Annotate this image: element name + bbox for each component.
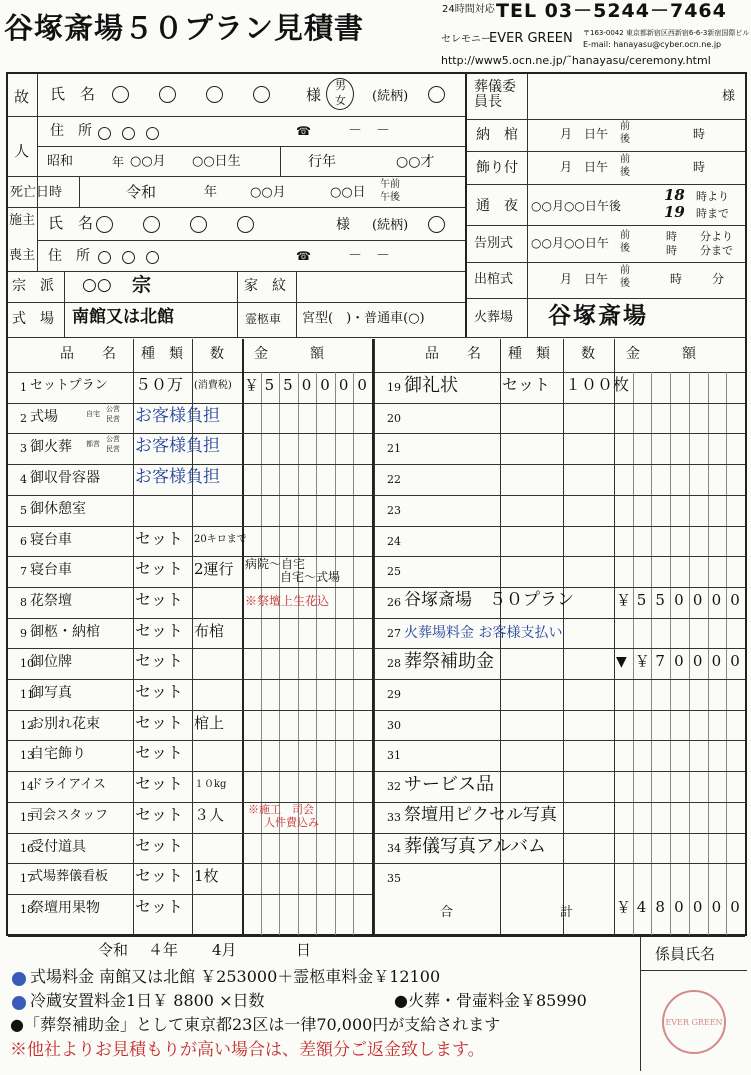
- name-placeholders[interactable]: [112, 84, 270, 103]
- item-amount-yen: ￥: [244, 376, 260, 394]
- birth-day: ○○日生: [192, 154, 241, 169]
- wake-date: ○○月○○日午後: [531, 199, 621, 213]
- item-name: 御柩・納棺: [30, 623, 100, 640]
- departure-time: 時: [670, 272, 683, 286]
- departure-min: 分: [712, 272, 725, 286]
- row-number: 8: [20, 595, 27, 609]
- total-label: 合: [440, 904, 454, 920]
- item-kind: お客様負担: [135, 436, 220, 457]
- header-amount-right: 金 額: [626, 346, 696, 362]
- item-qty: 20キロまで: [194, 533, 247, 545]
- item-kind: セット: [135, 774, 184, 794]
- refund-guarantee-note: ※他社よりお見積もりが高い場合は、差額分ご返金致します。: [10, 1040, 485, 1060]
- row-number: 18: [20, 902, 34, 916]
- death-era: 令和: [126, 183, 157, 201]
- host-name-label: 氏 名: [48, 214, 94, 232]
- item-kind: セット: [135, 682, 184, 701]
- company-email[interactable]: E-mail: hanayasu@cyber.ocn.ne.jp: [583, 40, 722, 49]
- hearse-value[interactable]: 宮型( )・普通車(○): [302, 311, 425, 326]
- religion-prefix: ○○: [82, 275, 112, 295]
- host-label: 施主: [9, 213, 36, 228]
- item-note-red: 人件費込み: [264, 815, 319, 829]
- item-name: 寝台車: [30, 531, 72, 548]
- row-number: 19: [387, 381, 401, 394]
- item-kind: ５０万: [135, 375, 184, 394]
- host-address-placeholders[interactable]: [98, 247, 159, 266]
- item-name: 受付道具: [30, 838, 86, 855]
- item-kind: セット: [135, 804, 184, 824]
- item-note-red: ※施工 司会: [248, 802, 314, 816]
- header-qty-right: 数: [581, 346, 595, 362]
- item-qty: ３人: [194, 805, 225, 824]
- rule: [467, 298, 745, 299]
- row-number: 33: [387, 810, 401, 824]
- venue-value: 南館又は北館: [72, 307, 174, 327]
- host-phone-icon: ☎: [296, 249, 311, 263]
- row-number: 1: [20, 381, 27, 394]
- item-kind: セット: [135, 835, 184, 855]
- rule: [467, 184, 745, 185]
- birth-month: ○○月: [130, 154, 166, 169]
- departure-label: 出棺式: [474, 272, 514, 287]
- company-prefix: セレモニー: [441, 34, 491, 45]
- host-name-placeholders[interactable]: [96, 214, 254, 233]
- era-label: 昭和: [47, 154, 74, 169]
- religion-value: 宗: [132, 274, 152, 296]
- rule: [8, 935, 745, 937]
- coffin-time: 時: [693, 127, 706, 141]
- rule: [237, 271, 238, 337]
- wake-start-suffix: 時より: [696, 190, 729, 203]
- row-number: 9: [20, 626, 27, 640]
- age-value: ○○才: [396, 154, 435, 170]
- row-number: 31: [387, 749, 401, 763]
- item-name: 自宅飾り: [30, 746, 86, 763]
- coffin-label: 納 棺: [476, 127, 518, 143]
- rule: [640, 937, 641, 1071]
- item-name: 谷塚斎場 ５０プラン: [404, 589, 574, 610]
- item-qty: (消費税): [194, 380, 232, 391]
- table-row: [374, 495, 745, 526]
- item-name: 葬儀写真アルバム: [404, 835, 547, 857]
- item-kind: お客様負担: [135, 405, 220, 426]
- rule: [467, 151, 745, 152]
- host-phone-dash: － －: [348, 248, 390, 264]
- item-name: サービス品: [404, 774, 494, 796]
- decoration-label: 飾り付: [476, 160, 518, 176]
- host-relation-label: (続柄): [372, 218, 409, 233]
- item-name: 御収骨容器: [30, 470, 100, 487]
- rule: [8, 116, 465, 117]
- item-kind: セット: [135, 896, 184, 916]
- item-kind: セット: [135, 528, 184, 548]
- item-name: 祭壇用ピクセル写真: [404, 804, 557, 825]
- header-amount-left: 金 額: [254, 346, 324, 362]
- row-number: 14: [20, 780, 34, 794]
- row-number: 11: [20, 688, 34, 701]
- item-amount-digit: 0: [301, 376, 312, 394]
- departure-date: 月 日午: [560, 272, 609, 286]
- coffin-am: 前: [620, 121, 630, 132]
- item-amount-digit: 5: [636, 590, 647, 609]
- item-amount-digit: 0: [711, 652, 722, 671]
- item-name: 式場: [30, 408, 58, 425]
- company-address: 〒163-0042 東京都新宿区西新宿6-6-3新宿国際ビル: [583, 29, 750, 37]
- sama-label: 様: [306, 86, 322, 104]
- cremation-fee-note: ●火葬・骨壷料金￥85990: [394, 991, 587, 1010]
- total-digit: 0: [674, 897, 684, 916]
- birth-year: 年: [112, 155, 125, 169]
- item-kind: セット: [135, 712, 184, 732]
- subsidy-note: ●「葬祭補助金」として東京都23区は一律70,000円が支給されます: [10, 1015, 501, 1034]
- relation-circle[interactable]: [428, 84, 445, 103]
- item-kind: セット: [502, 375, 551, 394]
- gender-male: 男: [335, 79, 346, 92]
- item-qty: １００枚: [565, 375, 630, 394]
- item-amount-digit: 0: [357, 376, 367, 394]
- row-number: 15: [20, 810, 34, 824]
- table-row: [374, 863, 745, 894]
- total-label-2: 計: [560, 904, 574, 920]
- wake-end-suffix: 時まで: [696, 207, 729, 220]
- departure-am: 前: [620, 265, 630, 276]
- row-number: 26: [387, 595, 401, 609]
- item-name: ドライアイス: [30, 777, 106, 793]
- footer-date-era: 令和: [98, 941, 129, 959]
- rule: [79, 176, 80, 207]
- funeral-min1: 分より: [700, 230, 733, 243]
- item-amount-digit: 0: [730, 652, 740, 671]
- header-name-left: 品 名: [60, 346, 116, 362]
- item-name: 式場葬儀看板: [30, 869, 109, 885]
- death-date-label: 死亡日時: [10, 185, 63, 200]
- item-sub: 公営: [106, 435, 120, 444]
- deduction-marker: ▼: [616, 654, 627, 671]
- item-name: お別れ花束: [30, 715, 100, 732]
- phone-number[interactable]: TEL 03－5244－7464: [496, 0, 727, 22]
- table-row: [374, 556, 745, 587]
- host-relation-circle[interactable]: [428, 214, 445, 233]
- company-seal-stamp: EVER GREEN: [662, 990, 726, 1054]
- funeral-label: 告別式: [474, 236, 514, 251]
- rule: [8, 207, 465, 208]
- death-am: 午前: [380, 179, 400, 190]
- header-kind-right: 種 類: [508, 346, 550, 362]
- hours-label: 24時間対応: [442, 4, 495, 15]
- item-amount-digit: 0: [730, 590, 740, 609]
- committee-label: 葬儀委員長: [474, 79, 516, 110]
- total-digit: 0: [711, 897, 722, 916]
- item-qty: 1枚: [194, 867, 219, 886]
- item-kind: お客様負担: [135, 467, 220, 488]
- row-number: 4: [20, 473, 27, 487]
- wake-label: 通 夜: [476, 198, 518, 214]
- decoration-date: 月 日午: [560, 160, 609, 174]
- decoration-pm: 後: [620, 167, 630, 178]
- deceased-label: 故: [14, 88, 30, 106]
- item-name: 御休憩室: [30, 500, 86, 517]
- item-amount-yen: ￥: [634, 652, 650, 671]
- item-qty: 棺上: [194, 713, 225, 732]
- item-kind: セット: [135, 620, 184, 640]
- item-name: 火葬場料金 お客様支払い: [404, 624, 563, 641]
- item-qty: １０kg: [194, 779, 227, 791]
- death-day: ○○日: [330, 185, 366, 200]
- company-name: EVER GREEN: [489, 31, 573, 46]
- item-note: 自宅～式場: [280, 570, 341, 585]
- funeral-min2: 分まで: [700, 244, 733, 257]
- row-number: 23: [387, 503, 401, 517]
- row-number: 27: [387, 626, 401, 640]
- family-crest-label: 家 紋: [244, 278, 286, 294]
- row-number: 12: [20, 718, 34, 732]
- table-row: [374, 433, 745, 464]
- item-amount-digit: 7: [655, 652, 665, 671]
- bullet-icon: [12, 972, 26, 986]
- row-number: 32: [387, 780, 401, 794]
- row-number: 13: [20, 749, 34, 763]
- funeral-date: ○○月○○日午: [531, 236, 609, 250]
- row-number: 6: [20, 534, 27, 548]
- footer-date-day: 日: [296, 941, 312, 959]
- item-qty: 2運行: [194, 560, 234, 579]
- death-month: ○○月: [250, 185, 286, 200]
- item-amount-digit: 0: [674, 590, 684, 609]
- item-kind: セット: [135, 866, 184, 886]
- item-name: 司会スタッフ: [30, 807, 109, 823]
- death-year: 年: [204, 185, 218, 200]
- page-title: 谷塚斎場５０プラン見積書: [4, 11, 365, 45]
- age-label: 行年: [308, 154, 336, 170]
- funeral-pm: 後: [620, 243, 630, 254]
- row-number: 29: [387, 688, 401, 701]
- address-placeholders[interactable]: [98, 123, 159, 142]
- row-number: 16: [20, 841, 34, 855]
- item-amount-digit: 0: [338, 376, 349, 394]
- footer-date-year: ４年: [148, 941, 179, 959]
- host-address-label: 住 所: [48, 248, 90, 264]
- row-number: 30: [387, 718, 401, 732]
- item-name: セットプラン: [30, 378, 108, 393]
- funeral-time2: 時: [666, 244, 677, 257]
- item-amount-digit: 0: [320, 376, 330, 394]
- row-number: 22: [387, 473, 401, 487]
- wake-end: 19: [664, 203, 685, 221]
- row-number: 28: [387, 657, 401, 671]
- total-digit: 0: [730, 897, 740, 916]
- header-kind-left: 種 類: [141, 346, 183, 362]
- header-qty-left: 数: [210, 346, 224, 362]
- rule: [38, 146, 465, 147]
- row-number: 3: [20, 442, 27, 456]
- item-name: 葬祭補助金: [404, 651, 494, 673]
- table-row: [374, 710, 745, 741]
- rule: [467, 262, 745, 263]
- gender-female: 女: [335, 94, 346, 107]
- cold-storage-note: 冷蔵安置料金1日￥ 8800 ×日数: [30, 991, 265, 1010]
- phone-icon: ☎: [296, 124, 311, 138]
- rule: [8, 176, 465, 177]
- total-yen: ￥: [616, 897, 632, 916]
- item-name: 御礼状: [404, 375, 458, 396]
- address-label: 住 所: [50, 123, 92, 139]
- total-digit: 0: [692, 897, 703, 916]
- wake-start: 18: [664, 186, 685, 204]
- item-name: 御位牌: [30, 654, 72, 671]
- item-sub: 公営: [106, 404, 120, 413]
- crematorium-label: 火葬場: [474, 310, 514, 325]
- item-sub: 民営: [106, 414, 120, 423]
- row-number: 2: [20, 411, 27, 425]
- row-number: 7: [20, 565, 27, 579]
- row-number: 35: [387, 872, 401, 886]
- rule: [467, 225, 745, 226]
- item-amount-digit: 0: [674, 652, 684, 671]
- rule: [38, 240, 465, 241]
- rule: [8, 337, 745, 338]
- item-kind: セット: [135, 559, 184, 579]
- row-number: 34: [387, 841, 401, 855]
- venue-label: 式 場: [12, 311, 54, 327]
- item-amount-digit: 0: [692, 652, 703, 671]
- relation-label: (続柄): [372, 89, 409, 104]
- row-number: 17: [20, 872, 34, 886]
- header-name-right: 品 名: [425, 346, 481, 362]
- hearse-label: 霊柩車: [245, 312, 282, 326]
- religion-label: 宗 派: [12, 278, 54, 294]
- rule: [37, 74, 38, 271]
- item-sub: 自宅: [86, 409, 100, 418]
- chief-mourner-label: 喪主: [9, 248, 36, 263]
- funeral-am: 前: [620, 230, 630, 241]
- item-qty: 布棺: [194, 621, 225, 640]
- item-name: 寝台車: [30, 562, 72, 579]
- item-sub: 民営: [106, 445, 120, 454]
- row-number: 20: [387, 411, 401, 425]
- venue-fee-note: 式場料金 南館又は北館 ￥253000＋霊柩車料金￥12100: [30, 967, 441, 986]
- rule: [467, 119, 745, 120]
- bullet-icon: [12, 996, 26, 1010]
- item-amount-digit: 5: [283, 376, 293, 394]
- row-number: 5: [20, 503, 27, 517]
- item-amount-digit: 0: [711, 590, 722, 609]
- coffin-pm: 後: [620, 134, 630, 145]
- total-digit: 8: [655, 897, 665, 916]
- name-label: 氏 名: [50, 85, 96, 103]
- rule: [527, 74, 528, 337]
- decoration-time: 時: [693, 160, 706, 174]
- row-number: 25: [387, 565, 401, 579]
- total-digit: 4: [636, 897, 647, 916]
- item-note: 病院～自宅: [245, 557, 306, 572]
- table-row: [374, 740, 745, 771]
- table-row: [374, 679, 745, 710]
- rule: [64, 271, 65, 337]
- item-amount-digit: 5: [655, 590, 665, 609]
- staff-name-label: 係員氏名: [655, 945, 716, 963]
- rule: [280, 146, 281, 176]
- item-note-red: ※祭壇上生花込: [245, 593, 330, 608]
- row-number: 24: [387, 534, 401, 548]
- table-row: [374, 526, 745, 557]
- item-amount-digit: 0: [692, 590, 703, 609]
- table-row: [374, 464, 745, 495]
- item-kind: セット: [135, 743, 184, 763]
- coffin-date: 月 日午: [560, 127, 609, 141]
- decoration-am: 前: [620, 154, 630, 165]
- deceased-label-2: 人: [14, 142, 30, 160]
- departure-pm: 後: [620, 278, 630, 289]
- item-name: 御写真: [30, 685, 72, 701]
- footer-date-month: 4月: [212, 941, 237, 959]
- item-amount-yen: ￥: [616, 590, 632, 609]
- row-number: 21: [387, 442, 401, 456]
- item-kind: セット: [135, 589, 184, 609]
- host-sama: 様: [336, 217, 350, 233]
- company-url[interactable]: http://www5.ocn.ne.jp/˜hanayasu/ceremony.html: [441, 54, 711, 67]
- death-pm: 午後: [380, 192, 400, 203]
- crematorium-value: 谷塚斎場: [548, 302, 648, 329]
- row-number: 10: [20, 657, 34, 671]
- item-name: 御火葬: [30, 439, 72, 456]
- table-row: [374, 403, 745, 434]
- item-name: 祭壇用果物: [30, 899, 100, 916]
- item-name: 花祭壇: [30, 592, 72, 609]
- item-kind: セット: [135, 651, 184, 671]
- rule: [640, 970, 747, 971]
- rule: [296, 271, 297, 337]
- funeral-time1: 時: [666, 230, 677, 243]
- phone-dash: － －: [348, 123, 390, 139]
- item-sub: 都営: [86, 440, 100, 449]
- committee-sama: 様: [722, 89, 736, 104]
- item-amount-digit: 5: [264, 376, 275, 394]
